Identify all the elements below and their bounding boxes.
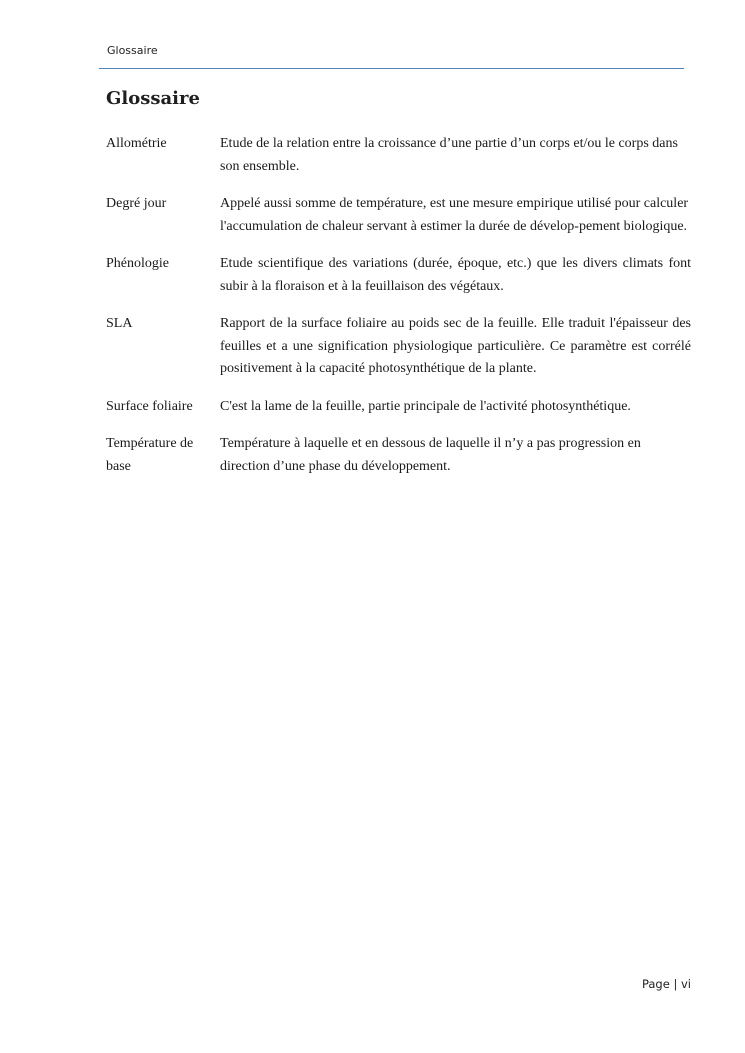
running-header: Glossaire xyxy=(107,44,158,57)
glossary-definition: Température à laquelle et en dessous de laquelle il n’y a pas progression en direction d’une phase du développement. xyxy=(220,436,641,474)
header-divider xyxy=(99,68,684,69)
glossary-list xyxy=(106,133,691,493)
glossary-entry-temperature-de-base xyxy=(106,433,691,478)
glossary-entry-phenologie xyxy=(106,253,691,298)
glossary-term: Surface foliaire xyxy=(106,398,193,414)
glossary-definition: Rapport de la surface foliaire au poids sec de la feuille. Elle traduit l'épaisseur des feuilles et a une signification physiologique particulière. Ce paramètre est corrélé positivement à la capacité photosynthétique de la plante. xyxy=(220,316,691,376)
glossary-definition: C'est la lame de la feuille, partie principale de l'activité photosynthétique. xyxy=(220,398,631,414)
glossary-term: Température de base xyxy=(106,436,194,474)
glossary-definition: Etude scientifique des variations (durée, époque, etc.) que les divers climats font subir à la floraison et à la feuillaison des végétaux. xyxy=(220,256,691,294)
glossary-definition: Appelé aussi somme de température, est une mesure empirique utilisé pour calculer l'accumulation de chaleur servant à estimer la durée de dévelop-pement biologique. xyxy=(220,196,689,234)
glossary-entry-surface-foliaire xyxy=(106,396,691,419)
glossary-entry-sla xyxy=(106,313,691,381)
glossary-definition: Etude de la relation entre la croissance d’une partie d’un corps et/ou le corps dans son ensemble. xyxy=(220,136,678,174)
glossary-term: Allométrie xyxy=(106,136,167,151)
glossary-term: SLA xyxy=(106,316,133,331)
glossary-entry-allometrie xyxy=(106,133,691,178)
glossary-entry-degre-jour xyxy=(106,193,691,238)
glossary-term: Degré jour xyxy=(106,196,167,211)
page-title: Glossaire xyxy=(106,88,200,109)
glossary-term: Phénologie xyxy=(106,256,169,271)
page-number: Page | vi xyxy=(641,977,691,991)
